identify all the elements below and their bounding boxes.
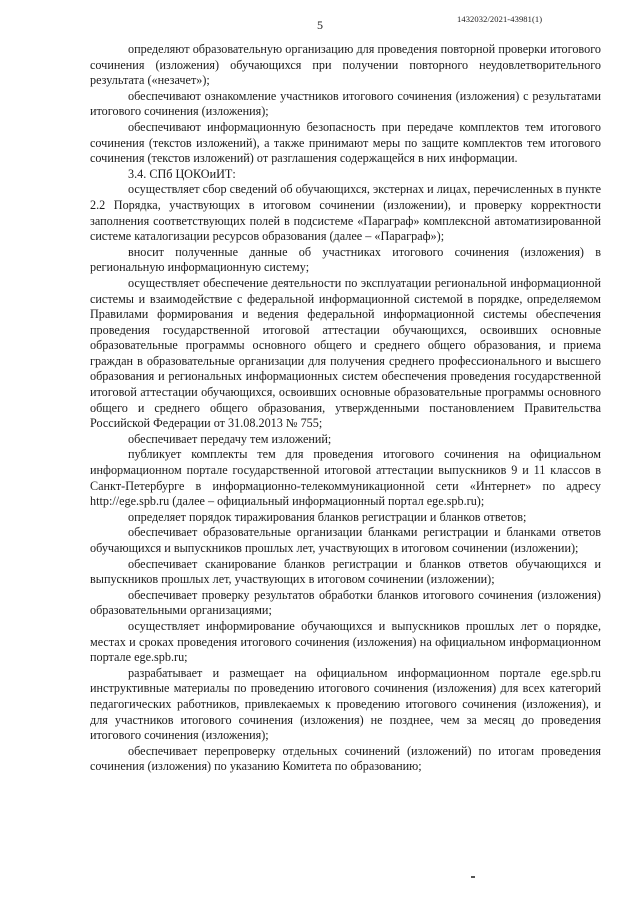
section-heading: 3.4. СПб ЦОКОиИТ: — [128, 166, 236, 181]
paragraph: обеспечивает проверку результатов обработки бланков итогового сочинения (изложения) образовательными организациями; — [90, 587, 601, 618]
paragraph: определяет порядок тиражирования бланков регистрации и бланков ответов; — [128, 509, 527, 524]
paragraph: обеспечивает образовательные организации бланками регистрации и бланками ответов обучающихся и выпускников прошлых лет, участвующих в итоговом сочинении (изложении); — [90, 525, 601, 555]
paragraph: обеспечивает перепроверку отдельных сочинений (изложений) по итогам проведения сочинения (изложения) по указанию Комитета по образованию; — [90, 743, 601, 774]
paragraph: определяют образовательную организацию для проведения повторной проверки итогового сочинения (изложения) обучающихся при получении повторного неудовлетворительного результата («незачет»); — [90, 42, 601, 88]
paragraph: обеспечивают ознакомление участников итогового сочинения (изложения) с результатами итогового сочинения (изложения); — [90, 88, 601, 119]
document-id: 1432032/2021-43981(1) — [457, 14, 543, 24]
page-number: 5 — [317, 18, 323, 32]
paragraph: обеспечивают информационную безопасность при передаче комплектов тем итогового сочинения (текстов изложений), а также принимают меры по защите комплектов тем итогового сочинения (текстов изложений) от разглашения содержащейся в них информации. — [90, 119, 601, 166]
paragraph: разрабатывает и размещает на официальном информационном портале ege.spb.ru инструктивные материалы по проведению итогового сочинения (изложения) для всех категорий педагогических работников, привлекаемых к проведению итогового сочинения (изложения), и для участников итогового сочинения (изложения) не позднее, чем за месяц до проведения итогового сочинения (изложения); — [90, 665, 601, 743]
paragraph: вносит полученные данные об участниках итогового сочинения (изложения) в региональную информационную систему; — [90, 244, 601, 275]
document-body — [90, 42, 601, 775]
paragraph: осуществляет сбор сведений об обучающихся, экстернах и лицах, перечисленных в пункте 2.2 Порядка, участвующих в итоговом сочинении (изложении), и проверку корректности заполнения соответствующих полей в подсистеме «Параграф» комплексной автоматизированной системе каталогизации ресурсов образования (далее – «Параграф»); — [90, 182, 601, 244]
paragraph: обеспечивает передачу тем изложений; — [128, 431, 332, 446]
paragraph: осуществляет информирование обучающихся и выпускников прошлых лет о порядке, местах и сроках проведения итогового сочинения (изложения) на официальном информационном портале ege.spb.ru; — [90, 618, 601, 665]
paragraph: публикует комплекты тем для проведения итогового сочинения на официальном информационном портале государственной итоговой аттестации выпускников 9 и 11 классов в Санкт-Петербурге в информационно-телекоммуникационной сети «Интернет» по адресу http://ege.spb.ru (далее – официальный информационный портал ege.spb.ru); — [90, 447, 601, 509]
scan-speck — [471, 876, 475, 878]
paragraph: обеспечивает сканирование бланков регистрации и бланков ответов обучающихся и выпускников прошлых лет, участвующих в итоговом сочинении (изложении); — [90, 556, 601, 587]
paragraph: осуществляет обеспечение деятельности по эксплуатации региональной информационной системы и взаимодействие с федеральной информационной системой в порядке, определяемом Правилами формирования и ведения федеральной информационной системы обеспечения проведения государственной итоговой аттестации обучающихся, освоивших основные образовательные программы основного общего и среднего общего образования, и приема граждан в образовательные организации для получения среднего профессионального и высшего образования и региональных информационных систем обеспечения проведения государственной итоговой аттестации обучающихся, освоивших основные образовательные программы основного общего и среднего общего образования, утвержденными постановлением Правительства Российской Федерации от 31.08.2013 № 755; — [90, 275, 601, 431]
